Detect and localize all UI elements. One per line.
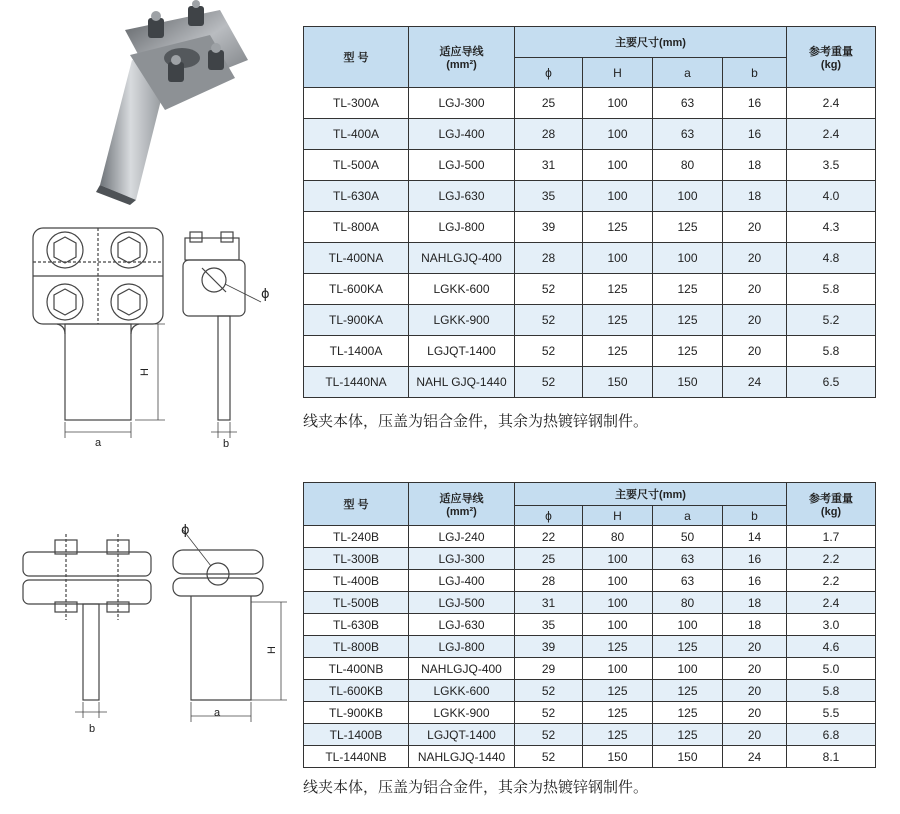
cell-h: 100 — [583, 592, 653, 614]
cell-h: 100 — [583, 548, 653, 570]
header-b: b — [723, 58, 787, 88]
table-row — [304, 305, 876, 336]
table-row — [304, 746, 876, 768]
cell-conductor: LGJ-300 — [409, 88, 515, 119]
cell-weight: 5.2 — [787, 305, 876, 336]
cell-weight: 3.5 — [787, 150, 876, 181]
header-a: a — [653, 506, 723, 526]
cell-a: 125 — [653, 212, 723, 243]
cell-weight: 4.0 — [787, 181, 876, 212]
cell-h: 100 — [583, 150, 653, 181]
cell-conductor: LGKK-900 — [409, 702, 515, 724]
cell-phi: 39 — [515, 636, 583, 658]
cell-conductor: LGJ-300 — [409, 548, 515, 570]
cell-a: 80 — [653, 150, 723, 181]
cell-phi: 52 — [515, 724, 583, 746]
header-h: H — [583, 506, 653, 526]
cell-h: 125 — [583, 274, 653, 305]
header-conductor — [409, 483, 515, 526]
cell-h: 100 — [583, 88, 653, 119]
cell-a: 63 — [653, 88, 723, 119]
cell-a: 150 — [653, 367, 723, 398]
header-model: 型 号 — [304, 27, 409, 88]
header-weight — [787, 483, 876, 526]
cell-h: 125 — [583, 724, 653, 746]
cell-a: 100 — [653, 614, 723, 636]
cell-weight: 2.2 — [787, 548, 876, 570]
cell-b: 16 — [723, 548, 787, 570]
cell-conductor: NAHLGJQ-400 — [409, 658, 515, 680]
cell-phi: 52 — [515, 702, 583, 724]
cell-weight: 6.8 — [787, 724, 876, 746]
cell-model: TL-300A — [304, 88, 409, 119]
cell-b: 24 — [723, 746, 787, 768]
cell-weight: 2.4 — [787, 592, 876, 614]
cell-conductor: LGJ-500 — [409, 592, 515, 614]
cell-model: TL-1440NA — [304, 367, 409, 398]
cell-model: TL-900KB — [304, 702, 409, 724]
cell-a: 100 — [653, 181, 723, 212]
cell-model: TL-400B — [304, 570, 409, 592]
cell-conductor: LGKK-900 — [409, 305, 515, 336]
cell-weight: 5.0 — [787, 658, 876, 680]
cell-phi: 35 — [515, 181, 583, 212]
cell-phi: 52 — [515, 305, 583, 336]
cell-weight: 8.1 — [787, 746, 876, 768]
cell-phi: 28 — [515, 119, 583, 150]
cell-model: TL-400A — [304, 119, 409, 150]
cell-conductor: NAHLGJQ-400 — [409, 243, 515, 274]
cell-weight: 4.6 — [787, 636, 876, 658]
cell-h: 100 — [583, 119, 653, 150]
cell-b: 16 — [723, 570, 787, 592]
cell-phi: 52 — [515, 274, 583, 305]
cell-weight: 4.3 — [787, 212, 876, 243]
table-row — [304, 614, 876, 636]
cell-b: 20 — [723, 658, 787, 680]
cell-phi: 29 — [515, 658, 583, 680]
table-row — [304, 724, 876, 746]
cell-model: TL-600KB — [304, 680, 409, 702]
header-conductor — [409, 27, 515, 88]
cell-weight: 5.5 — [787, 702, 876, 724]
cell-conductor: LGJ-800 — [409, 636, 515, 658]
cell-h: 100 — [583, 614, 653, 636]
table-row — [304, 274, 876, 305]
cell-conductor: LGJ-400 — [409, 119, 515, 150]
cell-h: 100 — [583, 658, 653, 680]
header-b: b — [723, 506, 787, 526]
cell-model: TL-630A — [304, 181, 409, 212]
table-row — [304, 88, 876, 119]
cell-phi: 35 — [515, 614, 583, 636]
cell-h: 150 — [583, 746, 653, 768]
cell-model: TL-1400B — [304, 724, 409, 746]
header-weight — [787, 27, 876, 88]
cell-phi: 52 — [515, 680, 583, 702]
header-phi: ϕ — [515, 58, 583, 88]
cell-b: 20 — [723, 680, 787, 702]
cell-model: TL-240B — [304, 526, 409, 548]
cell-h: 100 — [583, 570, 653, 592]
cell-conductor: LGKK-600 — [409, 680, 515, 702]
cell-a: 80 — [653, 592, 723, 614]
drawing-type-b — [15, 520, 290, 740]
cell-a: 125 — [653, 680, 723, 702]
cell-weight: 5.8 — [787, 336, 876, 367]
cell-conductor: LGJ-500 — [409, 150, 515, 181]
cell-conductor: NAHL GJQ-1440 — [409, 367, 515, 398]
cell-model: TL-400NA — [304, 243, 409, 274]
cell-model: TL-500B — [304, 592, 409, 614]
cell-h: 125 — [583, 336, 653, 367]
table-row — [304, 336, 876, 367]
dim-a-label-b: a — [214, 707, 221, 719]
cell-b: 18 — [723, 181, 787, 212]
cell-b: 20 — [723, 702, 787, 724]
cell-b: 16 — [723, 88, 787, 119]
cell-weight: 4.8 — [787, 243, 876, 274]
cell-phi: 39 — [515, 212, 583, 243]
header-weight-unit: (kg) — [820, 59, 842, 71]
cell-a: 125 — [653, 702, 723, 724]
cell-a: 100 — [653, 243, 723, 274]
cell-phi: 31 — [515, 150, 583, 181]
header-weight-label: 参考重量 — [809, 493, 854, 505]
cell-a: 63 — [653, 570, 723, 592]
header-conductor-unit: (mm²) — [446, 506, 477, 518]
header-dims: 主要尺寸(mm) — [515, 483, 787, 506]
dim-h-label-b: H — [266, 646, 278, 654]
drawing-type-a — [25, 222, 290, 454]
material-note-a: 线夹本体，压盖为铝合金件，其余为热镀锌钢制件。 — [303, 412, 649, 430]
table-row — [304, 680, 876, 702]
table-row — [304, 548, 876, 570]
cell-model: TL-630B — [304, 614, 409, 636]
table-row — [304, 367, 876, 398]
cell-model: TL-900KA — [304, 305, 409, 336]
cell-weight: 5.8 — [787, 680, 876, 702]
material-note-b: 线夹本体，压盖为铝合金件，其余为热镀锌钢制件。 — [303, 778, 649, 796]
cell-weight: 2.4 — [787, 88, 876, 119]
cell-b: 18 — [723, 150, 787, 181]
header-dims: 主要尺寸(mm) — [515, 27, 787, 58]
dim-phi-label-b: ϕ — [181, 523, 190, 538]
cell-b: 20 — [723, 336, 787, 367]
dim-b-label: b — [223, 438, 230, 450]
spec-table-a — [303, 26, 876, 398]
header-conductor-unit: (mm²) — [446, 59, 477, 71]
cell-h: 125 — [583, 305, 653, 336]
cell-h: 125 — [583, 702, 653, 724]
dim-phi-label: ϕ — [261, 287, 270, 302]
cell-b: 18 — [723, 614, 787, 636]
table-row — [304, 243, 876, 274]
cell-phi: 52 — [515, 746, 583, 768]
cell-h: 125 — [583, 636, 653, 658]
cell-a: 125 — [653, 724, 723, 746]
table-row — [304, 592, 876, 614]
cell-weight: 3.0 — [787, 614, 876, 636]
cell-weight: 2.4 — [787, 119, 876, 150]
cell-model: TL-1400A — [304, 336, 409, 367]
table-row — [304, 636, 876, 658]
cell-conductor: NAHLGJQ-1440 — [409, 746, 515, 768]
cell-phi: 31 — [515, 592, 583, 614]
cell-b: 20 — [723, 274, 787, 305]
cell-h: 125 — [583, 212, 653, 243]
table-row — [304, 212, 876, 243]
cell-b: 20 — [723, 636, 787, 658]
cell-a: 125 — [653, 305, 723, 336]
cell-conductor: LGJ-400 — [409, 570, 515, 592]
table-row — [304, 702, 876, 724]
header-model: 型 号 — [304, 483, 409, 526]
cell-b: 20 — [723, 305, 787, 336]
table-row — [304, 526, 876, 548]
cell-a: 63 — [653, 119, 723, 150]
table-row — [304, 181, 876, 212]
cell-b: 16 — [723, 119, 787, 150]
cell-h: 125 — [583, 680, 653, 702]
cell-conductor: LGJQT-1400 — [409, 724, 515, 746]
cell-weight: 1.7 — [787, 526, 876, 548]
dim-b-label-b: b — [89, 723, 96, 735]
cell-model: TL-300B — [304, 548, 409, 570]
header-weight-unit: (kg) — [820, 506, 842, 518]
cell-conductor: LGJ-240 — [409, 526, 515, 548]
cell-weight: 6.5 — [787, 367, 876, 398]
cell-conductor: LGJ-630 — [409, 181, 515, 212]
cell-b: 20 — [723, 243, 787, 274]
dim-h-label: H — [139, 368, 151, 376]
header-weight-label: 参考重量 — [809, 46, 854, 58]
header-conductor-label: 适应导线 — [439, 46, 484, 58]
cell-b: 20 — [723, 724, 787, 746]
cell-conductor: LGJQT-1400 — [409, 336, 515, 367]
table-row — [304, 150, 876, 181]
cell-model: TL-800B — [304, 636, 409, 658]
cell-model: TL-600KA — [304, 274, 409, 305]
table-row — [304, 119, 876, 150]
cell-model: TL-500A — [304, 150, 409, 181]
cell-model: TL-1440NB — [304, 746, 409, 768]
cell-phi: 28 — [515, 570, 583, 592]
cell-a: 50 — [653, 526, 723, 548]
cell-phi: 25 — [515, 548, 583, 570]
spec-table-b — [303, 482, 876, 768]
cell-conductor: LGKK-600 — [409, 274, 515, 305]
dim-a-label: a — [95, 437, 102, 449]
cell-a: 63 — [653, 548, 723, 570]
cell-a: 125 — [653, 274, 723, 305]
header-a: a — [653, 58, 723, 88]
header-phi: ϕ — [515, 506, 583, 526]
cell-a: 125 — [653, 336, 723, 367]
cell-phi: 52 — [515, 367, 583, 398]
cell-weight: 2.2 — [787, 570, 876, 592]
cell-b: 18 — [723, 592, 787, 614]
cell-a: 100 — [653, 658, 723, 680]
cell-phi: 22 — [515, 526, 583, 548]
cell-a: 125 — [653, 636, 723, 658]
cell-b: 20 — [723, 212, 787, 243]
table-row — [304, 570, 876, 592]
cell-conductor: LGJ-800 — [409, 212, 515, 243]
cell-weight: 5.8 — [787, 274, 876, 305]
header-h: H — [583, 58, 653, 88]
product-photo — [70, 0, 290, 215]
cell-b: 24 — [723, 367, 787, 398]
header-conductor-label: 适应导线 — [439, 493, 484, 505]
cell-conductor: LGJ-630 — [409, 614, 515, 636]
cell-h: 80 — [583, 526, 653, 548]
cell-phi: 28 — [515, 243, 583, 274]
cell-model: TL-800A — [304, 212, 409, 243]
cell-b: 14 — [723, 526, 787, 548]
cell-h: 150 — [583, 367, 653, 398]
cell-a: 150 — [653, 746, 723, 768]
cell-phi: 52 — [515, 336, 583, 367]
cell-model: TL-400NB — [304, 658, 409, 680]
cell-h: 100 — [583, 181, 653, 212]
table-row — [304, 658, 876, 680]
cell-phi: 25 — [515, 88, 583, 119]
cell-h: 100 — [583, 243, 653, 274]
